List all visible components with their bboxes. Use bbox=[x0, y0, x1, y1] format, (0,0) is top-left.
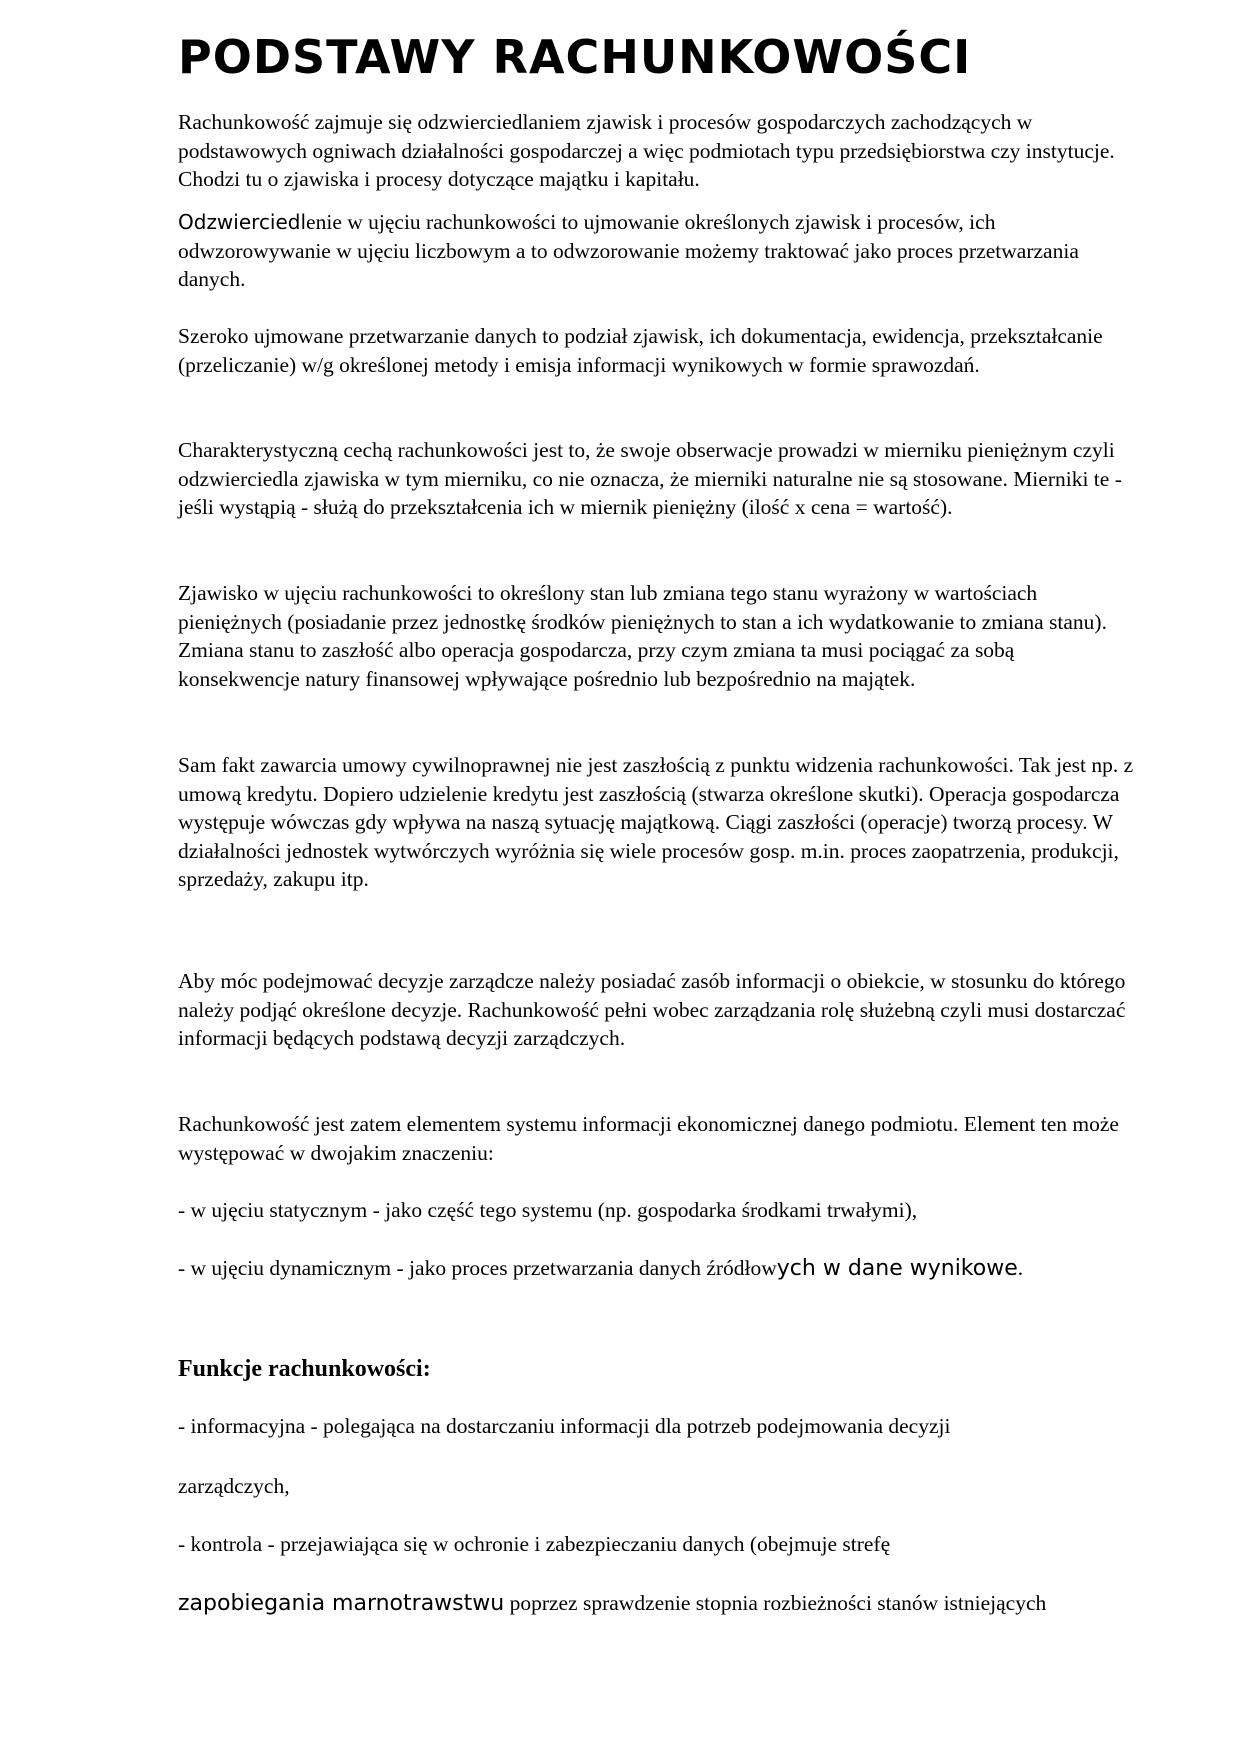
paragraph-system-informacji: Rachunkowość jest zatem elementem systemu informacji ekonomicznej danego podmiotu. Element ten może występować w dwojakim znaczeniu: bbox=[178, 1112, 1119, 1165]
section-heading-funkcje: Funkcje rachunkowości: bbox=[178, 1356, 431, 1382]
paragraph-decyzje: Aby móc podejmować decyzje zarządcze należy posiadać zasób informacji o obiekcie, w stosunku do którego należy podjąć określone decyzje. Rachunkowość pełni wobec zarządzania rolę służebną czyli musi dostarczać informacji będących podstawą decyzji zarządczych. bbox=[178, 969, 1126, 1051]
list-item-dynamiczny bbox=[178, 1254, 1138, 1284]
paragraph-umowa: Sam fakt zawarcia umowy cywilnoprawnej nie jest zaszłością z punktu widzenia rachunkowości. Tak jest np. z umową kredytu. Dopiero udzielenie kredytu jest zaszłością (stwarza określone skutki). Operacja gospodarcza występuje wówczas gdy wpływa na naszą sytuację majątkową. Ciągi zaszłości (operacje) tworzą procesy. W działalności jednostek wytwórczych wyróżnia się wiele procesów gosp. m.in. proces zaopatrzenia, produkcji, sprzedaży, zakupu itp. bbox=[178, 753, 1134, 892]
paragraph-intro: Rachunkowość zajmuje się odzwierciedlaniem zjawisk i procesów gospodarczych zachodzących w podstawowych ogniwach działalności gospodarczej a więc podmiotach typu przedsiębiorstwa czy instytucje. Chodzi tu o zjawiska i procesy dotyczące majątku i kapitału. bbox=[178, 110, 1115, 192]
mixed-font-span: zapobiegania marnotrawstwu bbox=[178, 1591, 505, 1616]
paragraph-przetwarzanie: Szeroko ujmowane przetwarzanie danych to podział zjawisk, ich dokumentacja, ewidencja, przekształcanie (przeliczanie) w/g określonej metody i emisja informacji wynikowych w formie sprawozdań. bbox=[178, 324, 1103, 377]
mixed-font-span: ych w dane wynikowe bbox=[776, 1256, 1018, 1281]
paragraph-text: poprzez sprawdzenie stopnia rozbieżności stanów istniejących bbox=[504, 1591, 1047, 1615]
mixed-font-span: Odzwierciedl bbox=[178, 210, 307, 234]
paragraph-tail: . bbox=[1017, 1256, 1024, 1280]
paragraph-zjawisko: Zjawisko w ujęciu rachunkowości to określony stan lub zmiana tego stanu wyrażony w wartościach pieniężnych (posiadanie przez jednostkę środków pieniężnych to stan a ich wydatkowanie to zmiana stanu). Zmiana stanu to zaszłość albo operacja gospodarcza, przy czym zmiana ta musi pociągać za sobą konsekwencje natury finansowej wpływające pośrednio lub bezpośrednio na majątek. bbox=[178, 581, 1107, 691]
function-item-kontrola: - kontrola - przejawiająca się w ochronie i zabezpieczaniu danych (obejmuje strefę bbox=[178, 1532, 891, 1556]
function-item-continuation: zarządczych, bbox=[178, 1474, 290, 1498]
function-item-informacyjna: - informacyjna - polegająca na dostarczaniu informacji dla potrzeb podejmowania decyzji bbox=[178, 1414, 951, 1438]
paragraph-text: - w ujęciu dynamicznym - jako proces przetwarzania danych źródłow bbox=[178, 1256, 777, 1280]
function-item-kontrola-continuation bbox=[178, 1589, 1138, 1619]
list-item-statyczny: - w ujęciu statycznym - jako część tego systemu (np. gospodarka środkami trwałymi), bbox=[178, 1198, 918, 1222]
paragraph-charakterystyka: Charakterystyczną cechą rachunkowości jest to, że swoje obserwacje prowadzi w mierniku pieniężnym czyli odzwierciedla zjawiska w tym mierniku, co nie oznacza, że mierniki naturalne nie są stosowane. Mierniki te - jeśli wystąpią - służą do przekształcenia ich w miernik pieniężny (ilość x cena = wartość). bbox=[178, 438, 1122, 520]
paragraph-text: enie w ujęciu rachunkowości to ujmowanie określonych zjawisk i procesów, ich odwzorowywanie w ujęciu liczbowym a to odwzorowanie możemy traktować jako proces przetwarzania danych. bbox=[178, 210, 1079, 292]
document-title: PODSTAWY RACHUNKOWOŚCI bbox=[178, 30, 972, 84]
paragraph-odzwierciedlenie bbox=[178, 208, 1138, 294]
